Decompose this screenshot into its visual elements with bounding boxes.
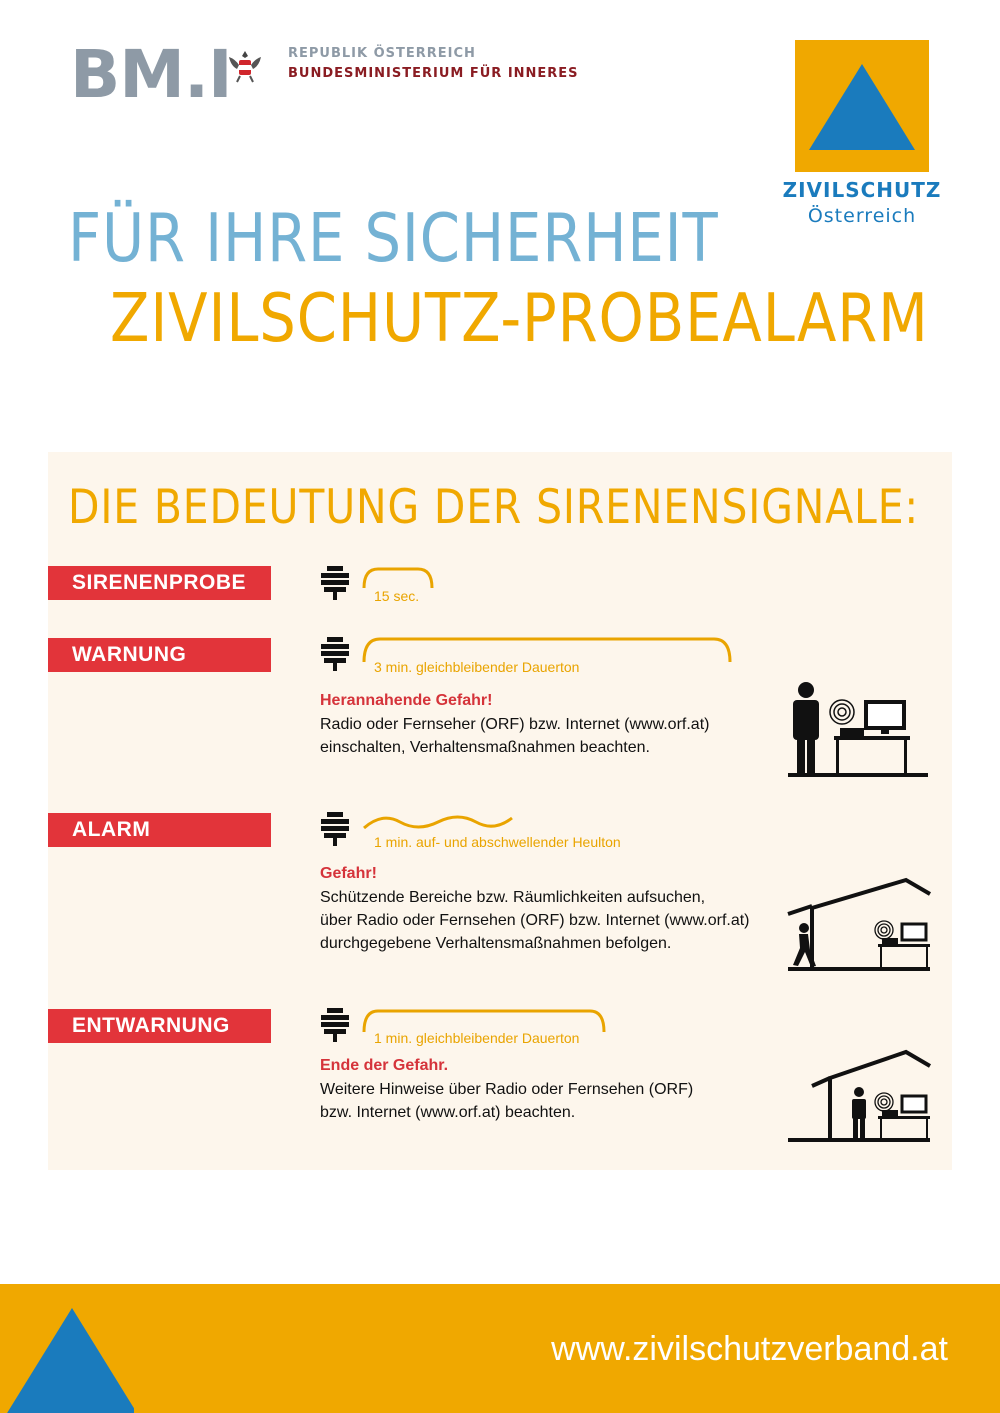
siren-icon	[318, 812, 352, 846]
warning-text: Radio oder Fernseher (ORF) bzw. Internet (www.orf.at) einschalten, Verhaltensmaßnahmen beachten.	[320, 716, 710, 756]
label-sirenenprobe: SIRENENPROBE	[48, 566, 271, 600]
panel-title: DIE BEDEUTUNG DER SIRENENSIGNALE:	[68, 480, 920, 535]
warning-heading: Herannahende Gefahr!	[320, 692, 493, 709]
zivilschutz-country: Österreich	[807, 205, 917, 227]
bmi-logo: BM.I	[70, 36, 232, 113]
radio-icon	[875, 921, 893, 939]
alarm-text: Schützende Bereiche bzw. Räumlichkeiten aufsuchen, über Radio oder Fernsehen (ORF) bzw. Internet (www.orf.at) durchgegebene Verhaltensmaßnahmen befolgen.	[320, 889, 750, 952]
footer-url-link[interactable]: www.zivilschutzverband.at	[551, 1330, 948, 1368]
wave-caption: 15 sec.	[374, 588, 420, 604]
house-walking-scene	[786, 876, 932, 974]
entwarnung-heading: Ende der Gefahr.	[320, 1057, 449, 1074]
person-icon	[793, 682, 819, 774]
zivilschutz-name: ZIVILSCHUTZ	[782, 178, 942, 202]
wave-caption: 1 min. auf- und abschwellender Heulton	[374, 834, 621, 850]
wave-steady-short	[362, 566, 434, 590]
headline-safety: FÜR IHRE SICHERHEIT	[68, 199, 719, 277]
person-radio-tv-scene	[786, 680, 930, 780]
wave-caption: 3 min. gleichbleibender Dauerton	[374, 659, 580, 675]
wave-caption: 1 min. gleichbleibender Dauerton	[374, 1030, 580, 1046]
siren-icon	[318, 566, 352, 600]
alarm-heading: Gefahr!	[320, 865, 377, 882]
ministry-label: BUNDESMINISTERIUM FÜR INNERES	[288, 66, 579, 81]
house-indoor-scene	[786, 1048, 932, 1144]
label-warnung: WARNUNG	[48, 638, 271, 672]
headline-probealarm: ZIVILSCHUTZ-PROBEALARM	[110, 279, 929, 357]
entwarnung-text: Weitere Hinweise über Radio oder Fernsehen (ORF) bzw. Internet (www.orf.at) beachten.	[320, 1081, 694, 1121]
zivilschutz-triangle-icon	[0, 1308, 134, 1413]
austrian-eagle-icon	[225, 47, 265, 87]
republic-label: REPUBLIK ÖSTERREICH	[288, 46, 476, 61]
siren-icon	[318, 637, 352, 671]
wave-rising-falling	[362, 810, 514, 834]
label-entwarnung: ENTWARNUNG	[48, 1009, 271, 1043]
person-icon	[852, 1087, 866, 1138]
label-alarm: ALARM	[48, 813, 271, 847]
radio-icon	[875, 1093, 893, 1111]
zivilschutz-triangle-icon	[795, 40, 929, 172]
tv-icon	[866, 702, 904, 734]
siren-icon	[318, 1008, 352, 1042]
radio-icon	[830, 700, 854, 724]
